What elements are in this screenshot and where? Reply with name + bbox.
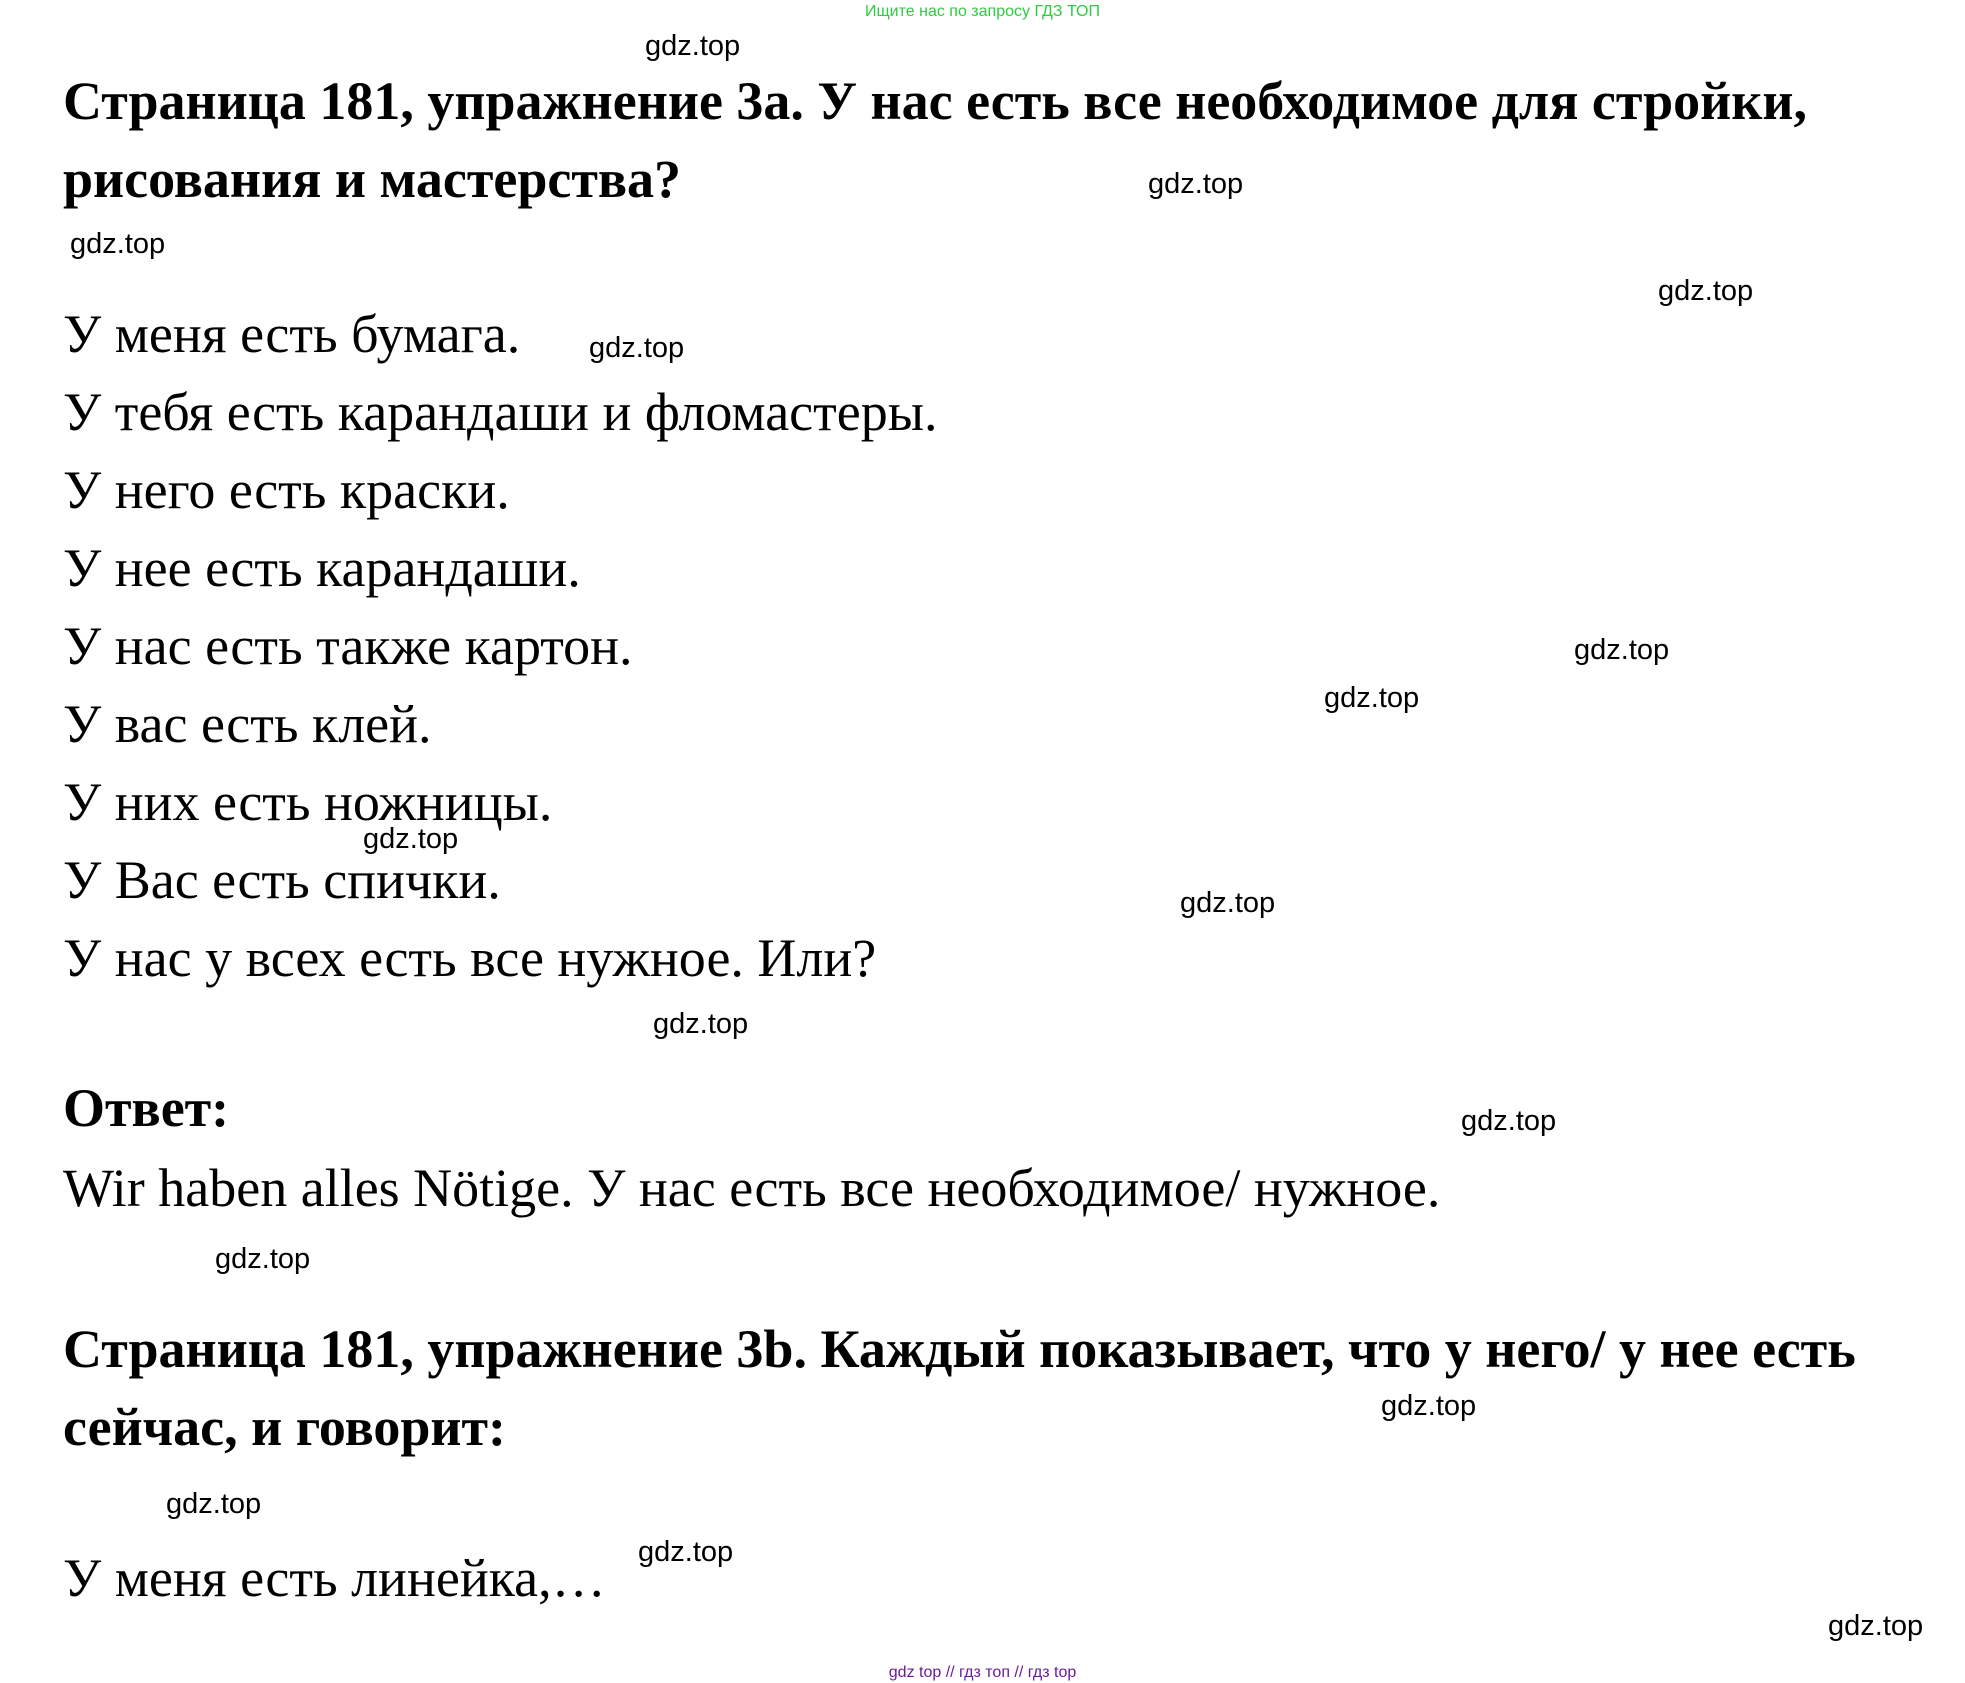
sentence-line-8: У Вас есть спички. bbox=[63, 850, 501, 910]
answer-text: Wir haben alles Nötige. У нас есть все необходимое/ нужное. bbox=[63, 1158, 1441, 1218]
watermark: gdz.top bbox=[1658, 275, 1754, 307]
exercise-3a-heading: Страница 181, упражнение 3a. У нас есть все необходимое для стройки, рисования и мастерства? bbox=[63, 71, 1807, 209]
footer-links: gdz top // гдз топ // гдз top bbox=[888, 1664, 1077, 1681]
watermark: gdz.top bbox=[1461, 1105, 1557, 1137]
watermark: gdz.top bbox=[589, 332, 685, 364]
sentence-line-9: У нас у всех есть все нужное. Или? bbox=[63, 928, 877, 988]
top-banner: Ищите нас по запросу ГДЗ ТОП bbox=[865, 3, 1100, 20]
watermark: gdz.top bbox=[638, 1536, 734, 1568]
watermark: gdz.top bbox=[1180, 887, 1276, 919]
exercise-3b-heading: Страница 181, упражнение 3b. Каждый показывает, что у него/ у нее есть сейчас, и говорит: bbox=[63, 1319, 1856, 1457]
watermark: gdz.top bbox=[645, 30, 741, 62]
watermark: gdz.top bbox=[1381, 1390, 1477, 1422]
sentence-line-4: У нее есть карандаши. bbox=[63, 538, 581, 598]
sentence-line-2: У тебя есть карандаши и фломастеры. bbox=[63, 382, 938, 442]
watermark: gdz.top bbox=[70, 228, 166, 260]
sentence-line-5: У нас есть также картон. bbox=[63, 616, 633, 676]
answer-label: Ответ: bbox=[63, 1078, 230, 1138]
sentence-line-1: У меня есть бумага. bbox=[63, 304, 521, 364]
watermark: gdz.top bbox=[363, 823, 459, 855]
sentence-line-3b-1: У меня есть линейка,… bbox=[63, 1548, 606, 1608]
watermark: gdz.top bbox=[1324, 682, 1420, 714]
watermark: gdz.top bbox=[1574, 634, 1670, 666]
watermark: gdz.top bbox=[166, 1488, 262, 1520]
watermark: gdz.top bbox=[653, 1008, 749, 1040]
sentence-line-6: У вас есть клей. bbox=[63, 694, 432, 754]
watermark: gdz.top bbox=[1828, 1610, 1924, 1642]
sentence-line-7: У них есть ножницы. bbox=[63, 772, 553, 832]
watermark: gdz.top bbox=[1148, 168, 1244, 200]
watermark: gdz.top bbox=[215, 1243, 311, 1275]
sentence-line-3: У него есть краски. bbox=[63, 460, 510, 520]
